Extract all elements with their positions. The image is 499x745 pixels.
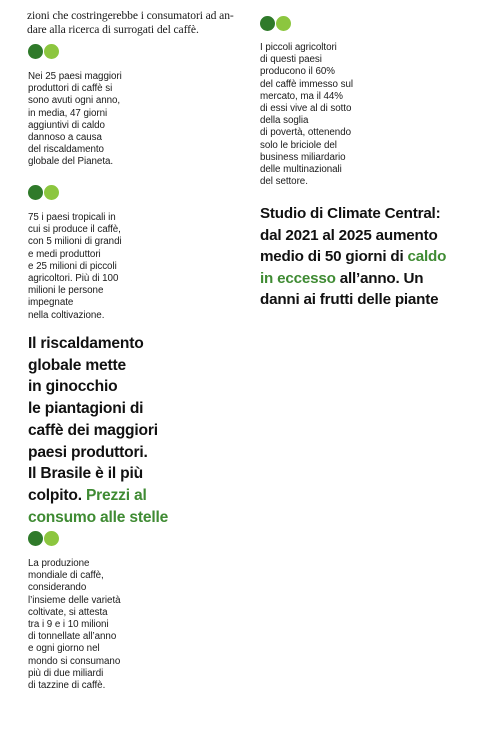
dark-green-dot-icon — [28, 531, 43, 546]
dark-green-dot-icon — [28, 185, 43, 200]
right-headline — [260, 203, 490, 311]
text-line: cui si produce il caffè, — [28, 224, 121, 236]
text-line: I piccoli agricoltori — [260, 42, 337, 53]
headline-highlight: caldo — [407, 248, 447, 266]
text-line: con 5 milioni di grandi — [28, 236, 122, 248]
light-green-dot-icon — [44, 44, 59, 59]
dark-green-dot-icon — [260, 16, 275, 31]
fact-box-heat-days — [28, 71, 138, 169]
text-line: mondo si consumano — [28, 655, 121, 667]
headline-text: medio di 50 giorni di — [260, 248, 404, 266]
dark-green-dot-icon — [28, 44, 43, 59]
fact-box-small-farmers — [260, 42, 380, 188]
headline-line: le piantagioni di — [28, 400, 144, 418]
text-line: impegnate — [28, 297, 74, 309]
text-line: di povertà, ottenendo — [260, 127, 352, 139]
left-headline — [28, 333, 228, 528]
headline-line: Il riscaldamento — [28, 335, 144, 352]
fact-box-tropical-countries — [28, 212, 138, 322]
text-line: del riscaldamento — [28, 144, 104, 156]
headline-line — [260, 246, 490, 268]
headline-line: dal 2021 al 2025 aumento — [260, 226, 438, 244]
text-line: producono il 60% — [260, 66, 335, 78]
text-line: di tazzine di caffè. — [28, 680, 106, 692]
text-line: coltivate, si attesta — [28, 606, 108, 618]
text-line: globale del Pianeta. — [28, 156, 114, 168]
headline-highlight: Prezzi al — [85, 486, 147, 504]
headline-line: Il Brasile è il più — [28, 465, 143, 483]
light-green-dot-icon — [276, 16, 291, 31]
text-line: di essi vive al di sotto — [260, 103, 352, 115]
text-line: considerando — [28, 582, 87, 594]
text-line: mondiale di caffè, — [28, 570, 104, 582]
headline-text: all’anno. Un — [339, 269, 424, 287]
headline-line — [260, 268, 490, 290]
text-line: sono avuti ogni anno, — [28, 95, 121, 107]
text-line: più di due miliardi — [28, 667, 104, 679]
headline-text: colpito. — [28, 486, 82, 504]
headline-highlight: in eccesso — [260, 269, 336, 287]
headline-line: globale mette — [28, 356, 126, 374]
text-line: mercato, ma il 44% — [260, 90, 343, 102]
headline-line: caffè dei maggiori — [28, 421, 158, 439]
light-green-dot-icon — [44, 185, 59, 200]
text-line: nella coltivazione. — [28, 309, 105, 321]
headline-line: in ginocchio — [28, 378, 118, 396]
light-green-dot-icon — [44, 531, 59, 546]
text-line: in media, 47 giorni — [28, 107, 108, 119]
text-line: delle multinazionali — [260, 164, 342, 176]
text-line: di questi paesi — [260, 54, 322, 66]
text-line: e medi produttori — [28, 248, 101, 260]
text-line: e ogni giorno nel — [28, 643, 100, 655]
text-line: agricoltori. Più di 100 — [28, 273, 119, 285]
text-line: milioni le persone — [28, 285, 104, 297]
text-line: 75 i paesi tropicali in — [28, 212, 116, 223]
text-line: del caffè immesso sul — [260, 78, 353, 90]
text-line: La produzione — [28, 558, 90, 569]
text-line: l’insieme delle varietà — [28, 594, 121, 606]
text-line: del settore. — [260, 176, 308, 188]
text-line: dannoso a causa — [28, 132, 102, 144]
text-line: solo le briciole del — [260, 139, 337, 151]
text-line: aggiuntivi di caldo — [28, 119, 105, 131]
headline-line: paesi produttori. — [28, 443, 148, 461]
text-line: zioni che costringerebbe i consumatori ad an- — [27, 9, 234, 22]
text-line: dare alla ricerca di surrogati del caffè. — [27, 23, 199, 36]
text-line: produttori di caffè si — [28, 83, 113, 95]
text-line: e 25 milioni di piccoli — [28, 260, 117, 272]
text-line: Nei 25 paesi maggiori — [28, 71, 122, 82]
headline-line — [28, 485, 228, 507]
headline-line: Studio di Climate Central: — [260, 205, 441, 222]
text-line: business miliardario — [260, 151, 346, 163]
continued-paragraph — [27, 9, 234, 37]
headline-highlight: consumo alle stelle — [28, 508, 169, 526]
text-line: della soglia — [260, 115, 309, 127]
text-line: tra i 9 e i 10 milioni — [28, 619, 109, 631]
text-line: di tonnellate all’anno — [28, 631, 117, 643]
headline-line: danni ai frutti delle piante — [260, 291, 439, 309]
fact-box-world-production — [28, 558, 148, 692]
